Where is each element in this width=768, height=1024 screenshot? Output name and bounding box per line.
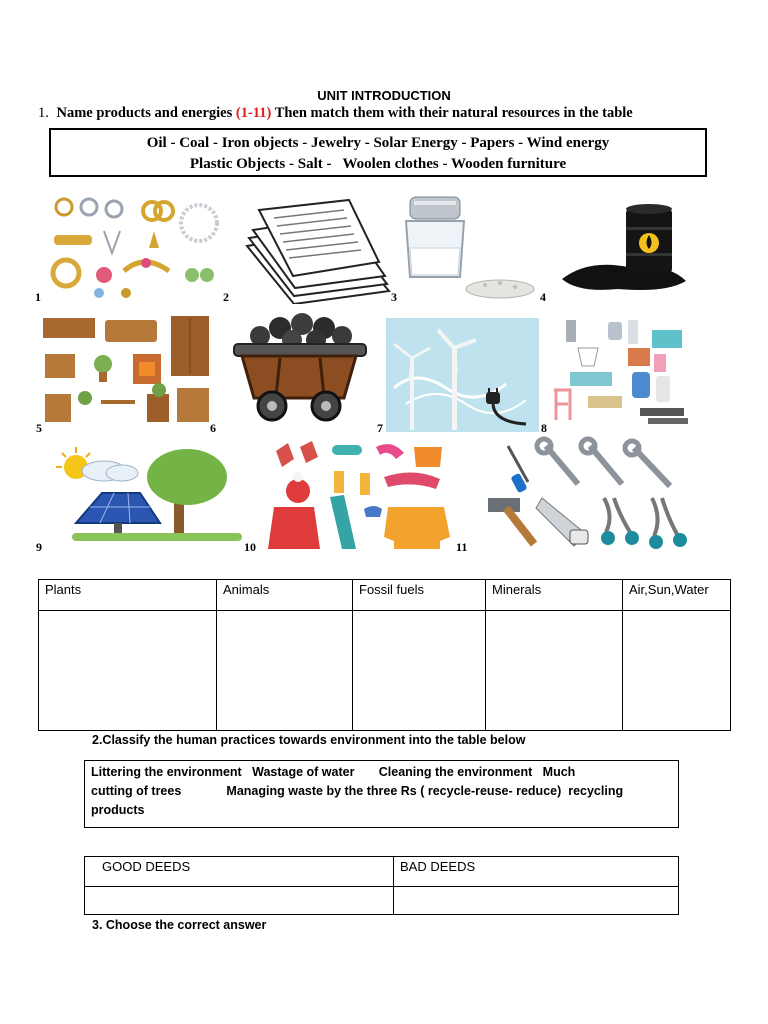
practices-line-1: Littering the environment Wastage of water Cleaning the environment Much (91, 765, 576, 779)
header-plants: Plants (39, 580, 217, 611)
picture-number: 4 (540, 290, 546, 304)
answer-cell-animals[interactable] (217, 611, 353, 731)
oil-barrel-icon (548, 193, 694, 303)
question-3: 3. Choose the correct answer (92, 918, 267, 932)
papers-icon (239, 196, 391, 304)
woolen-clothes-icon (264, 437, 454, 553)
word-bank-line-2: Plastic Objects - Salt - Woolen clothes - Wooden furniture (189, 156, 567, 172)
practices-box (84, 760, 679, 828)
picture-number: 3 (391, 290, 397, 304)
question-range: (1-11) (235, 105, 272, 121)
resources-table (38, 579, 731, 731)
salt-shaker-icon (400, 193, 539, 303)
word-bank-box (49, 128, 707, 177)
picture-number: 6 (210, 421, 216, 435)
wind-turbine-icon (386, 318, 539, 432)
deeds-table (84, 856, 679, 915)
picture-number: 7 (377, 421, 383, 435)
question-text-end: Then match them with their natural resources in the table (274, 105, 633, 121)
answer-cell-minerals[interactable] (486, 611, 623, 731)
wooden-furniture-icon (41, 314, 213, 428)
picture-number: 11 (456, 540, 468, 554)
solar-panel-icon (42, 441, 242, 552)
question-text-start: Name products and energies (56, 105, 233, 121)
answer-cell-plants[interactable] (39, 611, 217, 731)
plastic-objects-icon (548, 312, 690, 432)
picture-number: 10 (244, 540, 256, 554)
coal-cart-icon (220, 306, 378, 432)
question-2: 2.Classify the human practices towards environment into the table below (92, 733, 526, 747)
picture-number: 2 (223, 290, 229, 304)
header-good-deeds: GOOD DEEDS (85, 857, 394, 887)
answer-cell-fossil-fuels[interactable] (353, 611, 486, 731)
picture-number: 8 (541, 421, 547, 435)
answer-cell-air-sun-water[interactable] (623, 611, 731, 731)
practices-line-2: cutting of trees Managing waste by the three Rs ( recycle-reuse- reduce) recycling (91, 784, 624, 798)
header-air-sun-water: Air,Sun,Water (623, 580, 731, 611)
jewelry-icon (44, 193, 221, 303)
answer-cell-bad-deeds[interactable] (394, 887, 679, 915)
iron-tools-icon (474, 436, 695, 553)
picture-number: 9 (36, 540, 42, 554)
page-title: UNIT INTRODUCTION (317, 88, 451, 103)
header-fossil-fuels: Fossil fuels (353, 580, 486, 611)
question-1 (38, 105, 633, 122)
answer-cell-good-deeds[interactable] (85, 887, 394, 915)
header-bad-deeds: BAD DEEDS (394, 857, 679, 887)
header-animals: Animals (217, 580, 353, 611)
picture-number: 1 (35, 290, 41, 304)
picture-number: 5 (36, 421, 42, 435)
practices-line-3: products (91, 803, 145, 817)
question-number: 1. (38, 105, 49, 121)
header-minerals: Minerals (486, 580, 623, 611)
word-bank-line-1: Oil - Coal - Iron objects - Jewelry - Solar Energy - Papers - Wind energy (146, 135, 610, 151)
